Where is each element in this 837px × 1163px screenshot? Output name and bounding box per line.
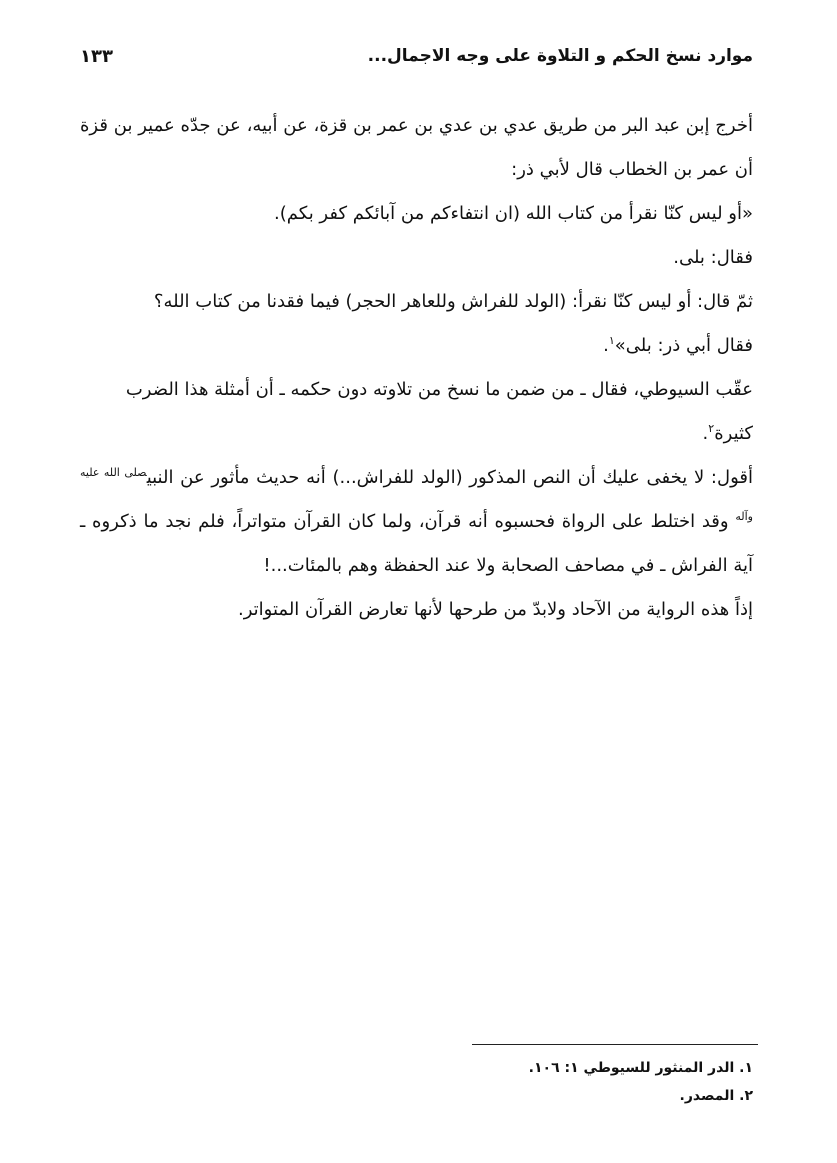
footnote-reference: ١ bbox=[608, 334, 615, 347]
quote-line: «أو ليس كنّا نقرأ من كتاب الله (ان انتفاءكم من آبائكم كفر بكم). bbox=[274, 203, 753, 224]
footnote: ١. الدر المنثور للسيوطي ١: ١٠٦. bbox=[528, 1060, 753, 1076]
page-number: ١٣٣ bbox=[80, 46, 113, 67]
punctuation: . bbox=[603, 335, 609, 356]
paragraph-conclusion: إذاً هذه الرواية من الآحاد ولابدّ من طرحها لأنها تعارض القرآن المتواتر. bbox=[238, 599, 753, 620]
paragraph-suyuti bbox=[80, 368, 753, 456]
footnote-divider bbox=[472, 1044, 758, 1045]
footnote-reference: ٢ bbox=[708, 422, 715, 435]
paragraph-text: وقد اختلط على الرواة فحسبوه أنه قرآن، ولما كان القرآن متواتراً، فلم نجد ما ذكروه ـ آية الفراش ـ في مصاحف الصحابة ولا عند الحفظة وهم بالمئات...! bbox=[80, 511, 753, 576]
quote-line: فقال: بلى. bbox=[673, 247, 753, 268]
page-header bbox=[80, 40, 753, 74]
running-title: موارد نسخ الحكم و التلاوة على وجه الاجمال... bbox=[367, 46, 753, 66]
quote-line: ثمّ قال: أو ليس كنّا نقرأ: (الولد للفراش وللعاهر الحجر) فيما فقدنا من كتاب الله؟ bbox=[153, 291, 753, 312]
paragraph-text: عقّب السيوطي، فقال ـ من ضمن ما نسخ من تلاوته دون حكمه ـ أن أمثلة هذا الضرب كثيرة bbox=[125, 379, 753, 444]
footnotes bbox=[80, 1054, 753, 1110]
quote-line bbox=[80, 324, 753, 368]
paragraph-text: أقول: لا يخفى عليك أن النص المذكور (الولد للفراش...) أنه حديث مأثور عن النبي bbox=[146, 467, 753, 488]
footnote: ٢. المصدر. bbox=[679, 1088, 753, 1104]
quote-text: فقال أبي ذر: بلى» bbox=[614, 335, 753, 356]
paragraph-aqul bbox=[80, 456, 753, 588]
main-text bbox=[80, 104, 753, 632]
salawat-glyph: صلى الله عليه وآله bbox=[80, 466, 753, 523]
punctuation: . bbox=[702, 423, 709, 444]
paragraph-intro: أخرج إبن عبد البر من طريق عدي بن عدي بن عمر بن قزة، عن أبيه، عن جدّه عمير بن قزة أن عمر بن الخطاب قال لأبي ذر: bbox=[80, 115, 753, 180]
